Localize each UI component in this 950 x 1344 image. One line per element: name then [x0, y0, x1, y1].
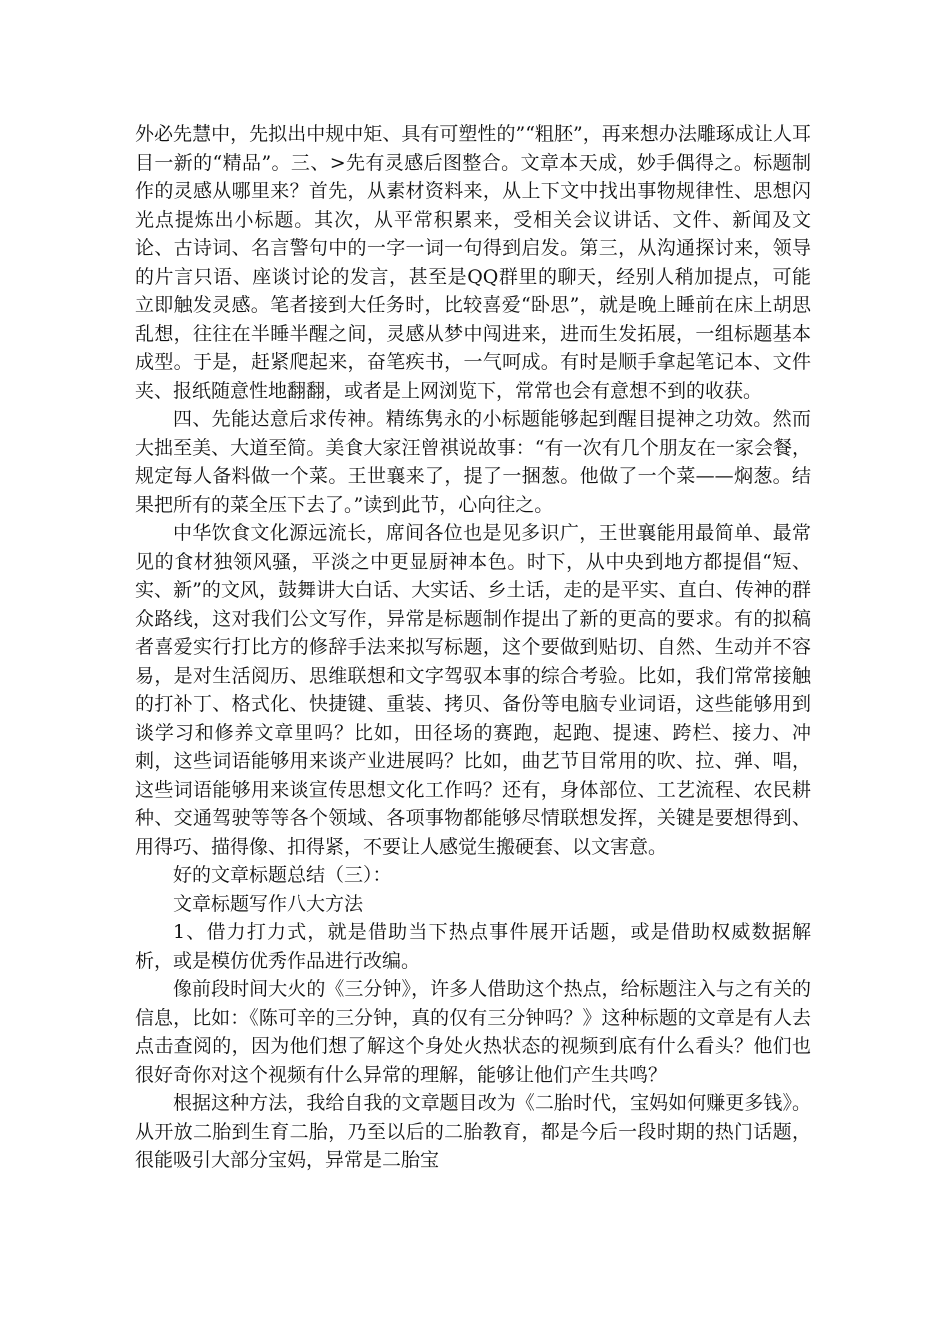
paragraph-3: 中华饮食文化源远流长，席间各位也是见多识广，王世襄能用最简单、最常见的食材独领风骚，平淡之中更显厨神本色。时下，从中央到地方都提倡“短、实、新”的文风，鼓舞讲大白话、大实话、乡土话，走的是平实、直白、传神的群众路线，这对我们公文写作，异常是标题制作提出了新的更高的要求。有的拟稿者喜爱实行打比方的修辞手法来拟写标题，这个要做到贴切、自然、生动并不容易，是对生活阅历、思维联想和文字驾驭本事的综合考验。比如，我们常常接触的打补丁、格式化、快捷键、重装、拷贝、备份等电脑专业词语，这些能够用到谈学习和修养文章里吗？比如，田径场的赛跑，起跑、提速、跨栏、接力、冲刺，这些词语能够用来谈产业进展吗？比如，曲艺节目常用的吹、拉、弹、唱，这些词语能够用来谈宣传思想文化工作吗？还有，身体部位、工艺流程、农民耕种、交通驾驶等等各个领域、各项事物都能够尽情联想发挥，关键是要想得到、用得巧、描得像、扣得紧，不要让人感觉生搬硬套、以文害意。 — [135, 522, 811, 858]
paragraph-application: 根据这种方法，我给自我的文章题目改为《二胎时代，宝妈如何赚更多钱》。从开放二胎到生育二胎，乃至以后的二胎教育，都是今后一段时期的热门话题，很能吸引大部分宝妈，异常是二胎宝 — [135, 1092, 811, 1171]
paragraph-example: 像前段时间大火的《三分钟》，许多人借助这个热点，给标题注入与之有关的信息，比如：《陈可辛的三分钟，真的仅有三分钟吗？》这种标题的文章是有人去点击查阅的，因为他们想了解这个身处火热状态的视频到底有什么看头？他们也很好奇你对这个视频有什么异常的理解，能够让他们产生共鸣？ — [135, 978, 811, 1086]
section-subheading: 文章标题写作八大方法 — [173, 892, 364, 915]
paragraph-2: 四、先能达意后求传神。精练隽永的小标题能够起到醒目提神之功效。然而大拙至美、大道至简。美食大家汪曾祺说故事：“有一次有几个朋友在一家会餐，规定每人备料做一个菜。王世襄来了，提了一捆葱。他做了一个菜——焖葱。结果把所有的菜全压下去了。”读到此节，心向往之。 — [135, 408, 811, 516]
paragraph-1: 外必先慧中，先拟出中规中矩、具有可塑性的”“粗胚”，再来想办法雕琢成让人耳目一新的“精品”。三、>先有灵感后图整合。文章本天成，妙手偶得之。标题制作的灵感从哪里来？首先，从素材资料来，从上下文中找出事物规律性、思想闪光点提炼出小标题。其次，从平常积累来，受相关会议讲话、文件、新闻及文论、古诗词、名言警句中的一字一词一句得到启发。第三，从沟通探讨来，领导的片言只语、座谈讨论的发言，甚至是QQ群里的聊天，经别人稍加提点，可能立即触发灵感。笔者接到大任务时，比较喜爱“卧思”，就是晚上睡前在床上胡思乱想，往往在半睡半醒之间，灵感从梦中闯进来，进而生发拓展，一组标题基本成型。于是，赶紧爬起来，奋笔疾书，一气呵成。有时是顺手拿起笔记本、文件夹、报纸随意性地翻翻，或者是上网浏览下，常常也会有意想不到的收获。 — [135, 123, 811, 402]
paragraph-method-1: 1、借力打力式，就是借助当下热点事件展开话题，或是借助权威数据解析，或是模仿优秀作品进行改编。 — [135, 921, 811, 972]
document-page — [135, 120, 811, 1175]
section-heading: 好的文章标题总结（三）： — [173, 864, 392, 886]
